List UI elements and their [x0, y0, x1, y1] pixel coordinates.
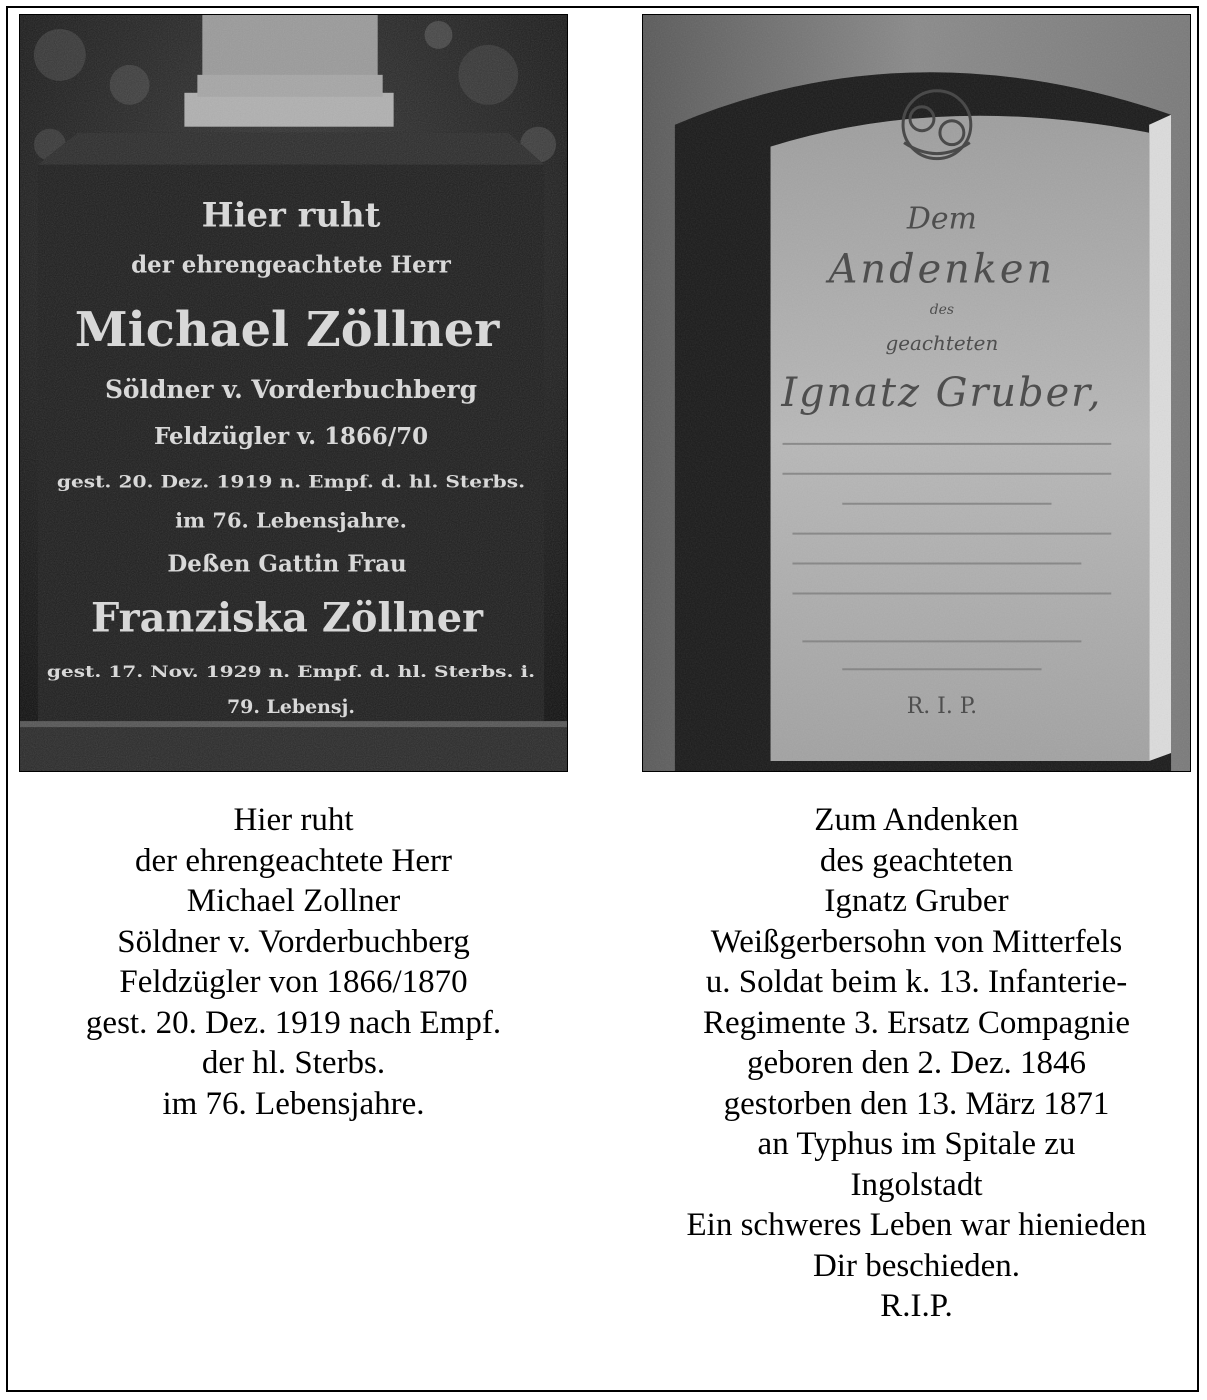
caption-line: geboren den 2. Dez. 1846: [746, 1045, 1087, 1081]
left-caption: [19, 800, 568, 1124]
caption-line: Weißgerbersohn von Mitterfels: [710, 923, 1123, 960]
inscription-line: im 76. Lebensjahre.: [175, 507, 407, 533]
inscription-line: Ignatz Gruber,: [781, 369, 1103, 416]
inscription-line: Feldzügler v. 1866/70: [153, 422, 429, 450]
caption-line: Hier ruht: [233, 802, 354, 838]
inscription-line: Andenken: [828, 246, 1056, 293]
caption-line: im 76. Lebensjahre.: [162, 1085, 425, 1122]
caption-line: der ehrengeachtete Herr: [135, 842, 452, 879]
inscription-line: Franziska Zöllner: [90, 595, 484, 642]
caption-line: Michael Zollner: [186, 883, 401, 919]
inscription-line: des: [929, 302, 955, 319]
inscription-line: Michael Zöllner: [74, 302, 500, 359]
memorial-plaque-photo: [642, 14, 1191, 772]
caption-line: gest. 20. Dez. 1919 nach Empf.: [85, 1004, 502, 1041]
caption-line: u. Soldat beim k. 13. Infanterie-: [705, 964, 1128, 1000]
gravestone-photo: [19, 14, 568, 772]
inscription-line: Dem: [906, 201, 977, 237]
caption-line: der hl. Sterbs.: [201, 1045, 386, 1081]
inscription-line: Söldner v. Vorderbuchberg: [104, 374, 478, 404]
caption-line: Ingolstadt: [850, 1166, 983, 1203]
caption-line: Söldner v. Vorderbuchberg: [117, 923, 470, 960]
inscription-line: Hier ruht: [201, 194, 381, 235]
inscription-line: der ehrengeachtete Herr: [131, 251, 451, 279]
caption-line: an Typhus im Spitale zu: [757, 1126, 1076, 1162]
caption-line: gestorben den 13. März 1871: [723, 1085, 1110, 1122]
caption-line: Ein schweres Leben war hienieden: [686, 1207, 1147, 1243]
inscription-line: 79. Lebensj.: [227, 696, 356, 719]
caption-line: Regimente 3. Ersatz Compagnie: [702, 1004, 1131, 1041]
inscription-line: gest. 20. Dez. 1919 n. Empf. d. hl. Sterbs.: [56, 471, 526, 492]
inscription-line: R. I. P.: [906, 694, 978, 720]
inscription-line: gest. 17. Nov. 1929 n. Empf. d. hl. Sterbs. i.: [46, 662, 536, 682]
gravestone-illustration: [20, 15, 567, 771]
inscription-line: Deßen Gattin Frau: [167, 550, 407, 578]
caption-line: Feldzügler von 1866/1870: [119, 964, 468, 1000]
caption-line: Ignatz Gruber: [824, 883, 1009, 919]
caption-line: Dir beschieden.: [812, 1247, 1021, 1284]
inscription-line: geachteten: [885, 332, 999, 356]
right-caption: [624, 800, 1207, 1327]
memorial-plaque-illustration: [643, 15, 1190, 771]
caption-line: Zum Andenken: [814, 802, 1019, 838]
caption-line: R.I.P.: [880, 1288, 953, 1324]
caption-line: des geachteten: [819, 842, 1014, 879]
